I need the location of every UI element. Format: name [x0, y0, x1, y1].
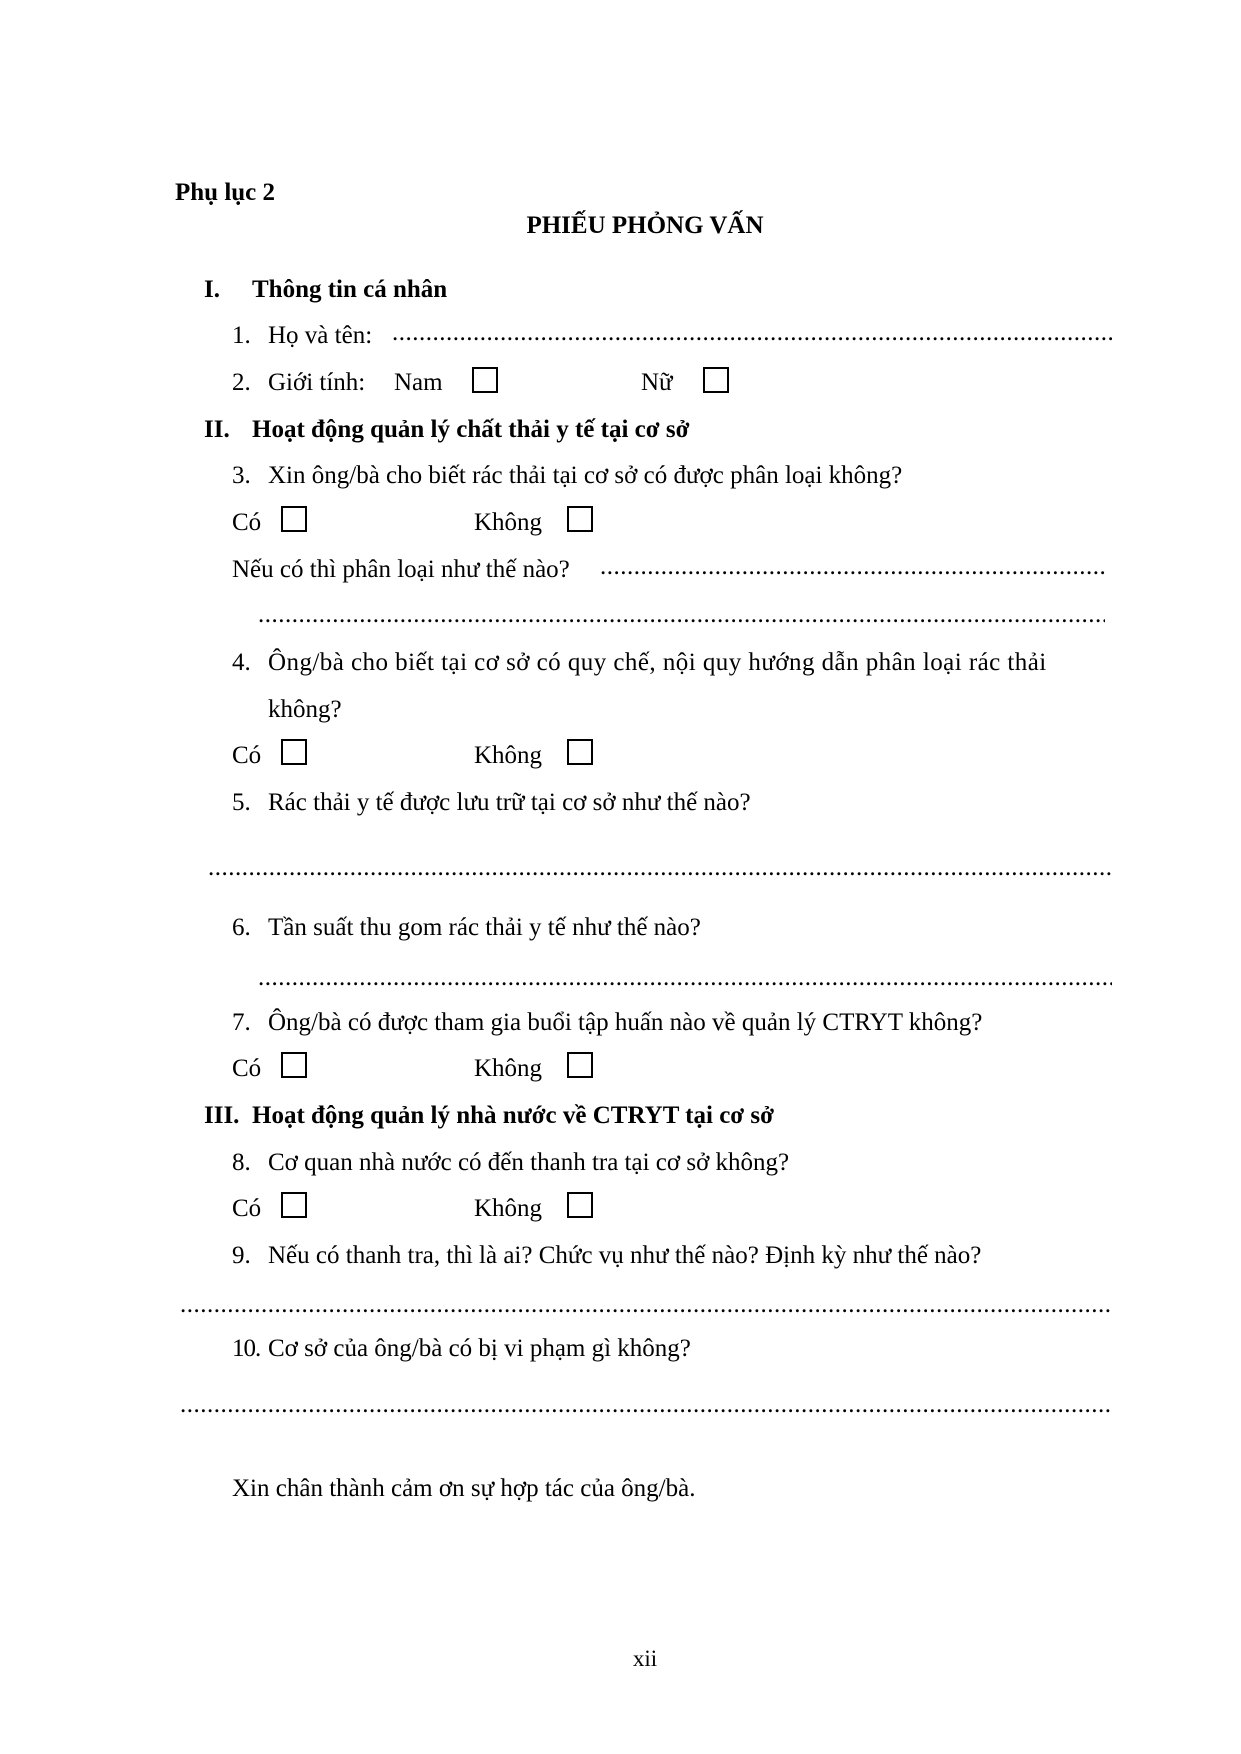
section-heading-2: II. Hoạt động quản lý chất thải y tế tại cơ sở	[204, 416, 690, 443]
answer-line-q3-b[interactable]	[258, 600, 1105, 630]
option-yes-label: Có	[232, 742, 262, 769]
answer-line-q3-a[interactable]	[600, 552, 1105, 582]
question-7: 7. Ông/bà có được tham gia buổi tập huấn nào về quản lý CTRYT không?	[232, 1009, 983, 1036]
option-no-label: Không	[474, 1055, 543, 1082]
closing-text: Xin chân thành cảm ơn sự hợp tác của ông/bà.	[232, 1475, 696, 1502]
checkbox-female[interactable]	[703, 367, 729, 393]
answer-line-q9[interactable]	[180, 1290, 1112, 1320]
form-title: PHIẾU PHỎNG VẤN	[526, 212, 764, 239]
checkbox-q7-no[interactable]	[567, 1052, 593, 1078]
checkbox-q8-no[interactable]	[567, 1192, 593, 1218]
checkbox-q3-yes[interactable]	[281, 506, 307, 532]
question-4-cont: không?	[268, 696, 342, 723]
question-4: 4. Ông/bà cho biết tại cơ sở có quy chế, nội quy hướng dẫn phân loại rác thải	[232, 649, 1047, 676]
checkbox-q4-yes[interactable]	[281, 739, 307, 765]
question-8: 8. Cơ quan nhà nước có đến thanh tra tại cơ sở không?	[232, 1149, 790, 1176]
option-male-label: Nam	[394, 369, 443, 396]
checkbox-male[interactable]	[472, 367, 498, 393]
question-6: 6. Tần suất thu gom rác thải y tế như thế nào?	[232, 914, 701, 941]
answer-line-q6[interactable]	[258, 963, 1112, 993]
section-heading-1: I. Thông tin cá nhân	[204, 276, 448, 303]
checkbox-q8-yes[interactable]	[281, 1192, 307, 1218]
question-10: 10. Cơ sở của ông/bà có bị vi phạm gì không?	[232, 1335, 691, 1362]
answer-line-name[interactable]	[392, 318, 1112, 348]
option-female-label: Nữ	[641, 369, 673, 396]
option-yes-label: Có	[232, 509, 262, 536]
answer-line-q10[interactable]	[180, 1390, 1112, 1420]
question-2: 2. Giới tính:	[232, 369, 366, 396]
option-yes-label: Có	[232, 1195, 262, 1222]
question-3: 3. Xin ông/bà cho biết rác thải tại cơ sở có được phân loại không?	[232, 462, 903, 489]
option-yes-label: Có	[232, 1055, 262, 1082]
checkbox-q7-yes[interactable]	[281, 1052, 307, 1078]
checkbox-q3-no[interactable]	[567, 506, 593, 532]
option-no-label: Không	[474, 742, 543, 769]
question-1: 1. Họ và tên:	[232, 322, 373, 349]
answer-line-q5[interactable]	[208, 853, 1112, 883]
question-5: 5. Rác thải y tế được lưu trữ tại cơ sở như thế nào?	[232, 789, 751, 816]
appendix-label: Phụ lục 2	[175, 179, 276, 206]
q3-followup: Nếu có thì phân loại như thế nào?	[232, 556, 570, 583]
page-number: xii	[632, 1646, 658, 1671]
section-heading-3: III. Hoạt động quản lý nhà nước về CTRYT tại cơ sở	[204, 1102, 774, 1129]
option-no-label: Không	[474, 1195, 543, 1222]
checkbox-q4-no[interactable]	[567, 739, 593, 765]
option-no-label: Không	[474, 509, 543, 536]
question-9: 9. Nếu có thanh tra, thì là ai? Chức vụ như thế nào? Định kỳ như thế nào?	[232, 1242, 982, 1269]
